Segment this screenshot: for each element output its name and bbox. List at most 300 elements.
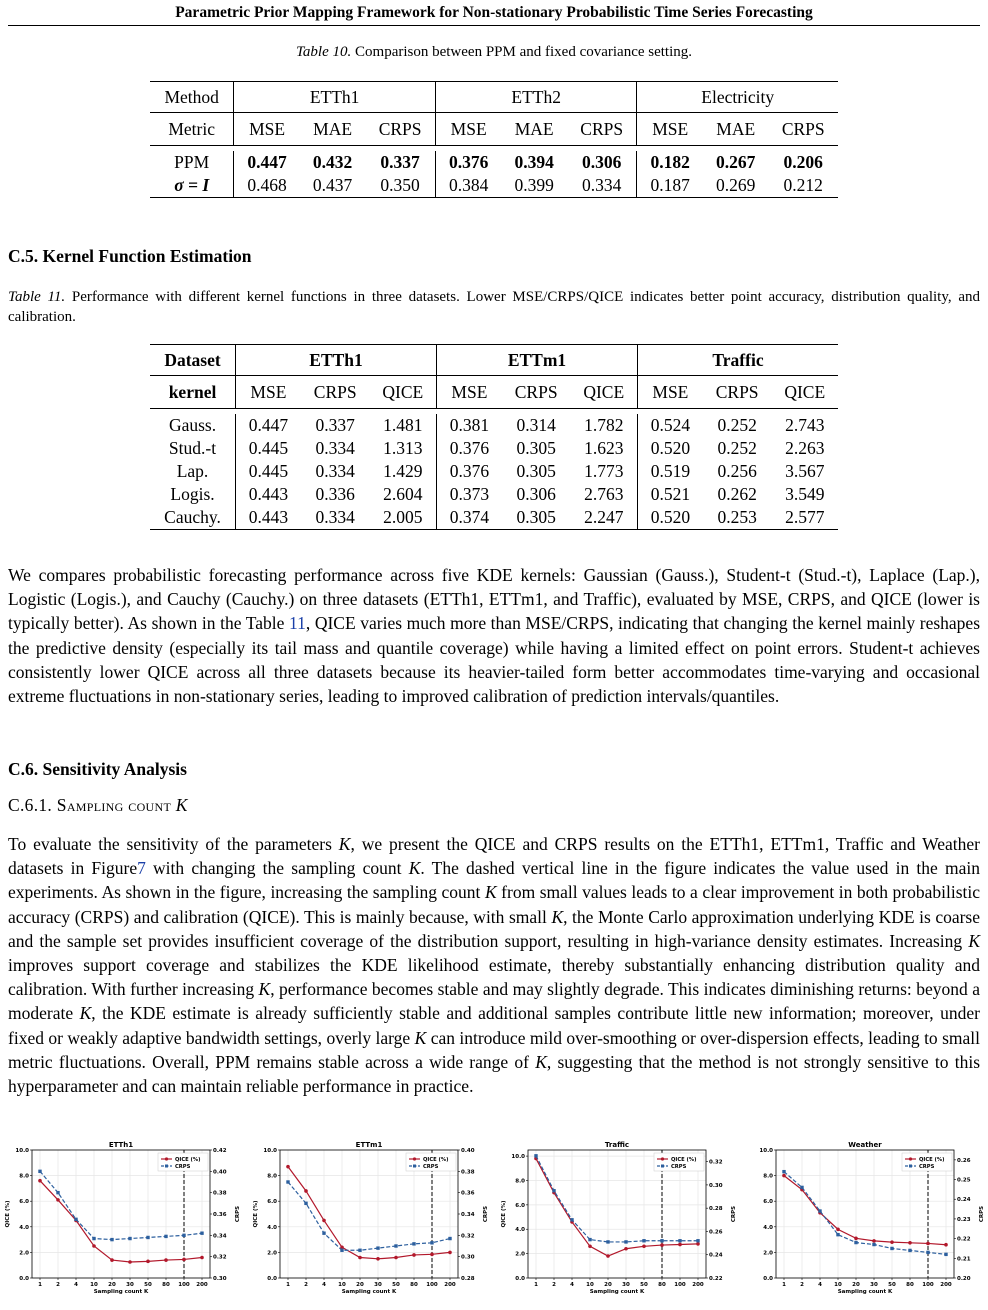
series-line-crps (40, 1171, 202, 1239)
t11-cell: 0.336 (315, 484, 355, 504)
data-point-crps (110, 1238, 113, 1241)
x-tick-label: 2 (800, 1282, 804, 1288)
x-tick-label: 100 (674, 1282, 686, 1288)
data-point-qice (624, 1247, 628, 1251)
chart-title: ETTm1 (355, 1141, 383, 1149)
x-tick-label: 10 (90, 1282, 98, 1288)
var-k: K (408, 858, 421, 879)
data-point-qice (200, 1256, 204, 1260)
table10-caption (0, 42, 988, 62)
legend-marker (165, 1157, 168, 1160)
t10-cell: 0.350 (365, 174, 435, 198)
x-tick-label: 1 (286, 1282, 290, 1288)
para-c61-s2: , we present the QICE and CRPS results on the ETTh1, ETTm1, Traffic and Weather datasets in Figure (8, 834, 980, 879)
t11-cell: 0.252 (717, 415, 757, 435)
t11-cell: 0.447 (248, 415, 289, 435)
data-point-crps (800, 1186, 803, 1189)
subsection-number: C.6.1. (8, 795, 53, 815)
y2-tick-label: 0.28 (709, 1206, 723, 1213)
y2-tick-label: 0.28 (461, 1276, 475, 1282)
x-tick-label: 2 (304, 1282, 308, 1288)
para-c61-s8: , performance becomes stable and may slightly degrade. This indicates diminishing returns: beyond a moderate (8, 979, 980, 1024)
t10-cell: 0.206 (783, 152, 823, 172)
y2-tick-label: 0.34 (461, 1212, 475, 1218)
data-point-crps (624, 1240, 627, 1243)
legend-label: CRPS (919, 1164, 935, 1170)
data-point-qice (430, 1253, 434, 1257)
paragraph-c61 (8, 832, 980, 1098)
x-tick-label: 100 (922, 1282, 934, 1288)
x-tick-label: 100 (426, 1282, 438, 1288)
data-point-crps (56, 1191, 59, 1194)
data-point-qice (872, 1239, 876, 1243)
data-point-crps (678, 1239, 681, 1242)
y-tick-label: 0.0 (763, 1276, 773, 1282)
t10-cell: 0.447 (247, 152, 287, 172)
data-point-crps (818, 1209, 821, 1212)
t11-cell: 2.604 (370, 483, 437, 506)
y2-axis-label: CRPS (483, 1205, 489, 1223)
y-axis-label: QICE (%) (5, 1200, 11, 1228)
t11-h-ds-1: ETTm1 (437, 345, 638, 376)
var-k: K (968, 930, 980, 951)
t10-metric-8: CRPS (768, 113, 838, 146)
data-point-qice (56, 1198, 60, 1202)
y-tick-label: 4.0 (19, 1224, 29, 1231)
t11-cell: 1.782 (571, 414, 638, 437)
data-point-qice (164, 1258, 168, 1262)
legend-label: QICE (%) (671, 1157, 697, 1163)
x-tick-label: 2 (552, 1282, 556, 1288)
chart-title: Traffic (604, 1141, 630, 1149)
data-point-crps (182, 1234, 185, 1237)
table-ref-link[interactable]: 11 (288, 613, 306, 634)
x-tick-label: 200 (940, 1282, 952, 1288)
table11-caption-text: Performance with different kernel functions in three datasets. Lower MSE/CRPS/QICE indicates better point accuracy, distribution quality, and calibration. (8, 289, 980, 325)
data-point-qice (448, 1251, 452, 1255)
data-point-crps (200, 1232, 203, 1235)
data-point-crps (696, 1239, 699, 1242)
t10-cell: 0.394 (514, 152, 554, 172)
y2-tick-label: 0.24 (957, 1197, 971, 1204)
t11-cell: 0.381 (449, 415, 490, 435)
x-tick-label: 80 (410, 1282, 418, 1288)
data-point-crps (854, 1241, 857, 1244)
y2-tick-label: 0.20 (957, 1276, 971, 1282)
legend-marker (413, 1165, 416, 1168)
data-point-crps (394, 1244, 397, 1247)
var-k: K (535, 1051, 547, 1072)
data-point-crps (376, 1246, 379, 1249)
t11-cell: 3.567 (785, 461, 825, 481)
t11-cell: 0.374 (437, 506, 502, 530)
x-tick-label: 2 (56, 1282, 60, 1288)
data-point-qice (146, 1260, 150, 1264)
y-tick-label: 0.0 (267, 1276, 277, 1282)
series-line-crps (288, 1182, 450, 1250)
t11-metric-4: CRPS (502, 376, 571, 409)
running-head: Parametric Prior Mapping Framework for Non-stationary Probabilistic Time Series Forecasting (175, 4, 813, 21)
y-tick-label: 6.0 (267, 1199, 277, 1206)
t11-metric-8: QICE (772, 376, 839, 409)
x-tick-label: 50 (144, 1282, 152, 1288)
t11-h-ds-0: ETTh1 (236, 345, 437, 376)
t11-cell: 0.524 (650, 415, 691, 435)
legend-label: QICE (%) (423, 1157, 449, 1163)
t11-cell: 1.313 (370, 437, 437, 460)
t10-cell: 0.432 (312, 152, 353, 172)
t10-h-method: Method (150, 82, 234, 113)
data-point-qice (606, 1254, 610, 1258)
t11-cell: 0.373 (449, 484, 490, 504)
y2-axis-label: CRPS (731, 1205, 737, 1223)
paragraph-c5 (8, 563, 980, 708)
t10-row-label: σ = I (150, 174, 234, 198)
data-point-qice (376, 1257, 380, 1261)
table11 (150, 344, 838, 530)
data-point-crps (430, 1241, 433, 1244)
y2-tick-label: 0.22 (957, 1236, 971, 1243)
t11-cell: 0.305 (502, 506, 571, 530)
table-row (150, 437, 838, 460)
table11-label: Table 11. (8, 289, 66, 305)
data-point-qice (836, 1228, 840, 1232)
x-tick-label: 80 (906, 1282, 914, 1288)
para-c5-text-b: , QICE varies much more than MSE/CRPS, indicating that changing the kernel mainly reshapes the predictive density (especially its tail mass and quantile coverage) while having a limited effect on point errors. Student-t achieves consistently lower QICE across all three datasets because its heavier-tailed form better accommodates time-varying and occasional extreme fluctuations in non-stationary series, leading to improved calibration of prediction intervals/quantiles. (8, 613, 981, 707)
x-tick-label: 50 (888, 1282, 896, 1288)
x-tick-label: 100 (178, 1282, 190, 1288)
data-point-qice (304, 1189, 308, 1193)
data-point-crps (606, 1240, 609, 1243)
t11-row-label: Cauchy. (150, 506, 236, 530)
data-point-crps (286, 1180, 289, 1183)
x-tick-label: 4 (570, 1282, 574, 1288)
para-c61-s4: . The dashed vertical line in the figure indicates the value used in the main experiments. As shown in the figure, increasing the sampling count (8, 858, 980, 903)
t11-cell: 0.314 (516, 415, 556, 435)
x-tick-label: 80 (162, 1282, 170, 1288)
t10-cell: 0.212 (768, 174, 838, 198)
x-tick-label: 1 (782, 1282, 786, 1288)
t10-h-ds-0: ETTh1 (234, 82, 436, 113)
t11-cell: 0.520 (650, 438, 691, 458)
para-c61-s3: with changing the sampling count (145, 858, 409, 879)
t11-cell: 2.743 (785, 415, 825, 435)
x-axis-label: Sampling count K (589, 1289, 645, 1295)
data-point-crps (588, 1238, 591, 1241)
legend-marker (909, 1165, 912, 1168)
t10-cell: 0.182 (650, 152, 690, 172)
x-tick-label: 50 (392, 1282, 400, 1288)
t11-cell: 0.262 (717, 484, 757, 504)
y2-tick-label: 0.30 (213, 1276, 227, 1282)
y2-tick-label: 0.30 (461, 1254, 475, 1261)
t10-row-label: PPM (150, 151, 234, 174)
x-tick-label: 10 (834, 1282, 842, 1288)
t11-metric-7: CRPS (703, 376, 772, 409)
y2-tick-label: 0.32 (461, 1233, 475, 1240)
data-point-crps (92, 1237, 95, 1240)
x-tick-label: 200 (692, 1282, 704, 1288)
data-point-qice (286, 1165, 290, 1169)
t11-cell: 2.263 (785, 438, 825, 458)
t11-cell: 2.577 (772, 506, 839, 530)
table11-caption (8, 287, 980, 327)
data-point-qice (358, 1256, 362, 1260)
table-row (150, 460, 838, 483)
legend-label: CRPS (423, 1164, 439, 1170)
series-line-crps (784, 1172, 946, 1255)
x-tick-label: 50 (640, 1282, 648, 1288)
table10-caption-text: Comparison between PPM and fixed covariance setting. (355, 44, 693, 60)
y-axis-label: QICE (%) (501, 1200, 507, 1228)
y2-tick-label: 0.36 (461, 1190, 475, 1197)
t11-metric-1: CRPS (301, 376, 370, 409)
y2-tick-label: 0.23 (957, 1216, 971, 1223)
figure-ref-link[interactable]: 7 (137, 858, 146, 879)
data-point-qice (588, 1245, 592, 1249)
y-tick-label: 8.0 (763, 1173, 773, 1180)
t10-cell: 0.376 (448, 152, 489, 172)
t11-cell: 0.253 (703, 506, 772, 530)
x-tick-label: 4 (74, 1282, 78, 1288)
t10-metric-5: CRPS (567, 113, 637, 146)
legend-marker (413, 1157, 416, 1160)
var-k: K (79, 1003, 92, 1024)
data-point-qice (678, 1243, 682, 1247)
data-point-qice (890, 1240, 894, 1244)
y-tick-label: 2.0 (763, 1250, 773, 1257)
data-point-crps (890, 1247, 893, 1250)
y-tick-label: 10.0 (15, 1148, 29, 1154)
table10-label: Table 10. (295, 44, 352, 60)
series-line-qice (40, 1181, 202, 1262)
x-tick-label: 80 (658, 1282, 666, 1288)
data-point-qice (322, 1219, 326, 1223)
subsection-title: Sampling count (56, 795, 172, 815)
var-k: K (414, 1027, 427, 1048)
para-c61-s6: , the Monte Carlo approximation underlying KDE is coarse and the sample set provides insufficient coverage of the distribution support, resulting in high-variance density estimates. Increasing (8, 906, 981, 951)
t11-cell: 0.445 (248, 461, 289, 481)
table-row (150, 414, 838, 437)
t11-cell: 0.337 (315, 415, 355, 435)
x-tick-label: 4 (322, 1282, 326, 1288)
y2-tick-label: 0.36 (213, 1212, 227, 1218)
x-tick-label: 20 (108, 1282, 116, 1288)
t11-cell: 1.429 (370, 460, 437, 483)
y2-tick-label: 0.24 (709, 1252, 723, 1259)
t11-cell: 0.443 (236, 506, 301, 530)
x-tick-label: 1 (38, 1282, 42, 1288)
data-point-crps (944, 1253, 947, 1256)
data-point-qice (660, 1243, 664, 1247)
data-point-crps (164, 1235, 167, 1238)
chart-weather (744, 1138, 988, 1306)
t10-metric-2: CRPS (365, 113, 435, 146)
t10-metric-1: MAE (300, 113, 365, 146)
t11-cell: 0.256 (717, 461, 757, 481)
t11-h-kernel: kernel (150, 376, 236, 409)
data-point-crps (836, 1233, 839, 1236)
t11-metric-5: QICE (571, 376, 638, 409)
t11-metric-3: MSE (437, 376, 502, 409)
t10-cell: 0.437 (300, 174, 365, 198)
var-k: K (258, 979, 271, 1000)
t10-cell: 0.269 (703, 174, 768, 198)
x-tick-label: 1 (534, 1282, 538, 1288)
t10-metric-6: MSE (637, 113, 703, 146)
t11-cell: 0.305 (516, 461, 556, 481)
data-point-qice (128, 1260, 132, 1264)
data-point-qice (394, 1256, 398, 1260)
chart-etth1 (0, 1138, 245, 1306)
series-line-qice (784, 1176, 946, 1245)
t11-cell: 1.623 (571, 437, 638, 460)
para-c61-s9: , the KDE estimate is already sufficiently stable and additional samples contribute little new information; moreover, under fixed or weakly adaptive bandwidth settings, overly large (8, 1003, 980, 1048)
t10-metric-0: MSE (234, 113, 300, 146)
t11-cell: 0.520 (638, 506, 703, 530)
data-point-qice (38, 1179, 42, 1183)
t11-cell: 0.334 (315, 438, 355, 458)
section-c5-heading: C.5. Kernel Function Estimation (8, 246, 252, 266)
para-c61-s1: To evaluate the sensitivity of the parameters (8, 834, 339, 854)
data-point-qice (696, 1242, 700, 1246)
y-tick-label: 6.0 (19, 1199, 29, 1206)
var-k: K (551, 906, 564, 927)
data-point-crps (908, 1249, 911, 1252)
y-tick-label: 2.0 (19, 1250, 29, 1257)
data-point-crps (304, 1202, 307, 1205)
data-point-crps (570, 1218, 573, 1221)
y-tick-label: 0.0 (19, 1276, 29, 1282)
y2-tick-label: 0.21 (957, 1256, 971, 1263)
para-c5-text-a: We compares probabilistic forecasting performance across five KDE kernels: Gaussian (Gauss.), Student-t (Stud.-t), Laplace (Lap.), Logistic (Logis.), and Cauchy (Cauchy.) on three datasets (ETTh1, ETTm1, and Traffic), evaluated by MSE, CRPS, and QICE (lower is typically better). As shown in the Table (8, 565, 980, 634)
chart-ettm1 (248, 1138, 493, 1306)
t11-cell: 0.334 (301, 506, 370, 530)
x-tick-label: 10 (586, 1282, 594, 1288)
y-tick-label: 6.0 (763, 1199, 773, 1206)
x-tick-label: 4 (818, 1282, 822, 1288)
data-point-crps (872, 1243, 875, 1246)
x-tick-label: 200 (196, 1282, 208, 1288)
x-tick-label: 20 (604, 1282, 612, 1288)
data-point-crps (146, 1236, 149, 1239)
x-tick-label: 30 (622, 1282, 630, 1288)
y2-tick-label: 0.40 (461, 1148, 475, 1154)
x-axis-label: Sampling count K (837, 1289, 893, 1295)
x-tick-label: 200 (444, 1282, 456, 1288)
t10-metric-3: MSE (435, 113, 501, 146)
data-point-crps (782, 1170, 785, 1173)
para-c61-s10: can introduce mild over-smoothing or over-dispersion effects, leading to small metric fluctuations. Overall, PPM remains stable across a wide range of (8, 1027, 980, 1072)
t11-row-label: Lap. (150, 460, 236, 483)
t11-cell: 0.519 (650, 461, 691, 481)
x-tick-label: 10 (338, 1282, 346, 1288)
table-row (150, 174, 838, 198)
t10-h-metric: Metric (150, 113, 234, 146)
var-k: K (338, 834, 351, 854)
y2-tick-label: 0.32 (709, 1159, 723, 1166)
y-tick-label: 10.0 (759, 1148, 773, 1154)
t11-cell: 0.443 (248, 484, 289, 504)
t11-cell: 2.247 (571, 506, 638, 530)
y2-tick-label: 0.32 (213, 1254, 227, 1261)
data-point-crps (534, 1154, 537, 1157)
t10-cell: 0.334 (567, 174, 637, 198)
table-row (150, 506, 838, 530)
para-c61-s11: , suggesting that the method is not strongly sensitive to this hyperparameter and can maintain reliable performance in practice. (8, 1051, 980, 1097)
data-point-qice (92, 1244, 96, 1248)
chart-title: Weather (848, 1141, 882, 1149)
data-point-crps (926, 1251, 929, 1254)
data-point-crps (74, 1218, 77, 1221)
x-tick-label: 30 (126, 1282, 134, 1288)
legend-label: CRPS (671, 1164, 687, 1170)
y-tick-label: 8.0 (19, 1173, 29, 1180)
data-point-qice (782, 1174, 786, 1178)
table-row (150, 483, 838, 506)
y2-tick-label: 0.30 (709, 1182, 723, 1189)
t11-cell: 1.481 (370, 414, 437, 437)
data-point-qice (926, 1242, 930, 1246)
legend-marker (661, 1157, 664, 1160)
t11-cell: 0.305 (516, 438, 556, 458)
data-point-qice (642, 1245, 646, 1249)
t10-cell: 0.267 (716, 152, 756, 172)
chart-traffic (496, 1138, 741, 1306)
y2-tick-label: 0.38 (213, 1190, 227, 1197)
t11-h-ds-2: Traffic (638, 345, 839, 376)
t11-cell: 2.005 (370, 506, 437, 530)
y2-tick-label: 0.40 (213, 1169, 227, 1176)
data-point-qice (110, 1258, 114, 1262)
table-row (150, 151, 838, 174)
table10 (150, 81, 838, 198)
x-axis-label: Sampling count K (93, 1289, 149, 1295)
data-point-crps (322, 1232, 325, 1235)
legend-marker (909, 1157, 912, 1160)
t10-cell: 0.337 (365, 151, 435, 174)
data-point-crps (412, 1242, 415, 1245)
y-tick-label: 6.0 (515, 1202, 525, 1209)
t11-cell: 0.521 (650, 484, 691, 504)
t11-row-label: Logis. (150, 483, 236, 506)
data-point-crps (448, 1237, 451, 1240)
y2-tick-label: 0.34 (213, 1233, 227, 1240)
para-c61-s5: from small values leads to a clear improvement in both probabilistic accuracy (CRPS) and calibration (QICE). This is mainly because, with small (8, 882, 981, 927)
x-tick-label: 30 (870, 1282, 878, 1288)
y2-tick-label: 0.25 (957, 1177, 971, 1184)
y-tick-label: 8.0 (267, 1173, 277, 1180)
data-point-qice (908, 1241, 912, 1245)
data-point-crps (552, 1189, 555, 1192)
t11-cell: 1.773 (571, 460, 638, 483)
y-tick-label: 8.0 (515, 1178, 525, 1185)
t11-cell: 0.334 (315, 461, 355, 481)
x-tick-label: 20 (852, 1282, 860, 1288)
x-axis-label: Sampling count K (341, 1289, 397, 1295)
t11-cell: 0.376 (449, 438, 490, 458)
t10-cell: 0.384 (435, 174, 501, 198)
t11-cell: 0.306 (516, 484, 556, 504)
legend-label: QICE (%) (919, 1157, 945, 1163)
y2-tick-label: 0.22 (709, 1276, 723, 1282)
legend-marker (165, 1165, 168, 1168)
t11-row-label: Gauss. (150, 414, 236, 437)
t11-cell: 0.252 (717, 438, 757, 458)
var-k: K (484, 882, 497, 903)
y-tick-label: 4.0 (515, 1227, 525, 1234)
t11-cell: 0.445 (248, 438, 289, 458)
